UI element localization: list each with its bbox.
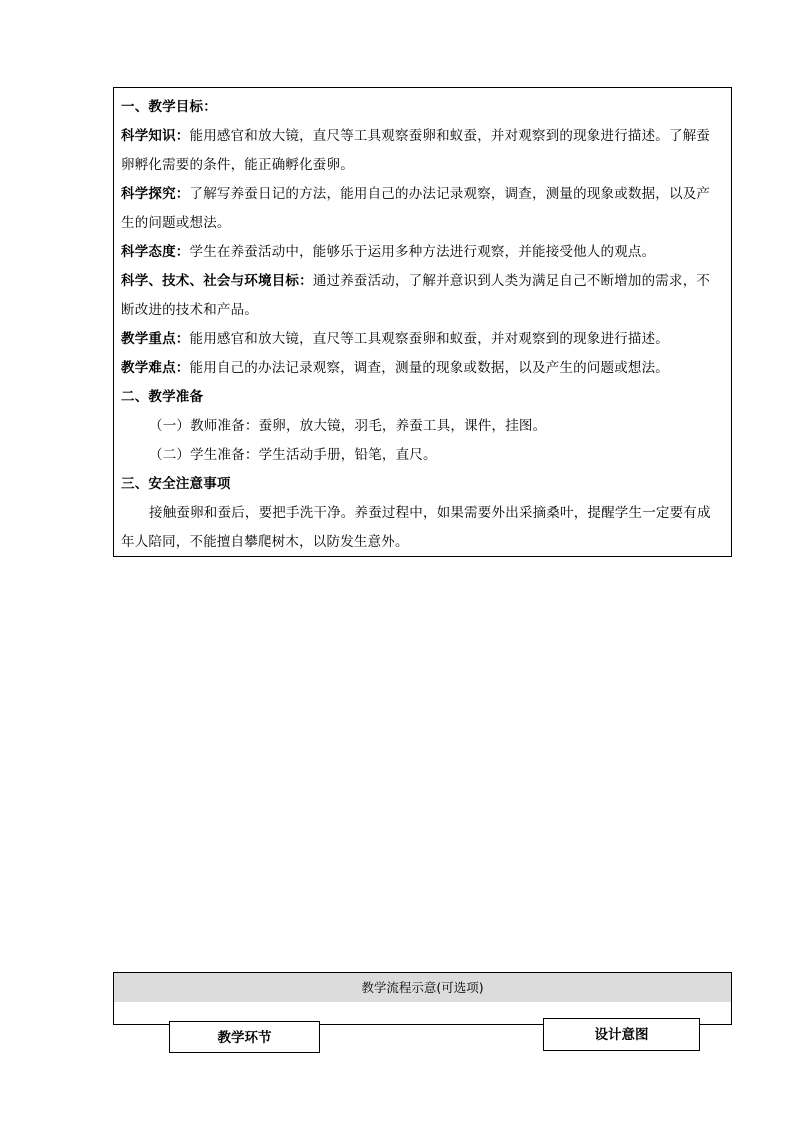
sts-label: 科学、技术、社会与环境目标： bbox=[121, 273, 313, 289]
safety-line-1: 接触蚕卵和蚕后，要把手洗干净。养蚕过程中，如果需要外出采摘桑叶，提醒学生一定要有成 bbox=[149, 505, 711, 521]
knowledge-line-1 bbox=[121, 122, 726, 151]
key-point-line bbox=[121, 325, 726, 354]
design-intent-box: 设计意图 bbox=[543, 1018, 700, 1051]
inquiry-text-1: 了解写养蚕日记的方法，能用自己的办法记录观察，调查，测量的现象或数据，以及产 bbox=[189, 186, 711, 202]
knowledge-label: 科学知识： bbox=[121, 128, 190, 144]
sts-line-1 bbox=[121, 267, 726, 296]
attitude-label: 科学态度： bbox=[121, 244, 190, 260]
difficulty-line bbox=[121, 354, 726, 383]
difficulty-text: 能用自己的办法记录观察，调查，测量的现象或数据，以及产生的问题或想法。 bbox=[189, 360, 669, 376]
teacher-preparation: （一）教师准备：蚕卵，放大镜，羽毛，养蚕工具，课件，挂图。 bbox=[149, 418, 547, 434]
sts-text-1: 通过养蚕活动，了解并意识到人类为满足自己不断增加的需求，不 bbox=[312, 273, 711, 289]
safety-line-2: 年人陪同，不能擅自攀爬树木，以防发生意外。 bbox=[121, 534, 409, 550]
sts-line-2: 断改进的技术和产品。 bbox=[121, 302, 258, 318]
inquiry-line-2: 生的问题或想法。 bbox=[121, 215, 231, 231]
preparation-heading: 二、教学准备 bbox=[121, 389, 204, 405]
safety-heading: 三、安全注意事项 bbox=[121, 476, 231, 492]
key-point-text: 能用感官和放大镜，直尺等工具观察蚕卵和蚁蚕，并对观察到的现象进行描述。 bbox=[189, 331, 669, 347]
attitude-line bbox=[121, 238, 726, 267]
difficulty-label: 教学难点： bbox=[121, 360, 190, 376]
inquiry-line-1 bbox=[121, 180, 726, 209]
lesson-plan-box bbox=[113, 87, 732, 557]
knowledge-line-2: 卵孵化需要的条件，能正确孵化蚕卵。 bbox=[121, 157, 354, 173]
knowledge-text-1: 能用感官和放大镜，直尺等工具观察蚕卵和蚁蚕，并对观察到的现象进行描述。了解蚕 bbox=[189, 128, 711, 144]
attitude-text: 学生在养蚕活动中，能够乐于运用多种方法进行观察，并能接受他人的观点。 bbox=[189, 244, 656, 260]
teaching-stage-box: 教学环节 bbox=[169, 1021, 320, 1053]
key-point-label: 教学重点： bbox=[121, 331, 190, 347]
objectives-heading: 一、教学目标： bbox=[121, 99, 217, 115]
inquiry-label: 科学探究： bbox=[121, 186, 190, 202]
flow-header: 教学流程示意(可选项) bbox=[113, 972, 732, 1003]
student-preparation: （二）学生准备：学生活动手册，铅笔，直尺。 bbox=[149, 447, 437, 463]
